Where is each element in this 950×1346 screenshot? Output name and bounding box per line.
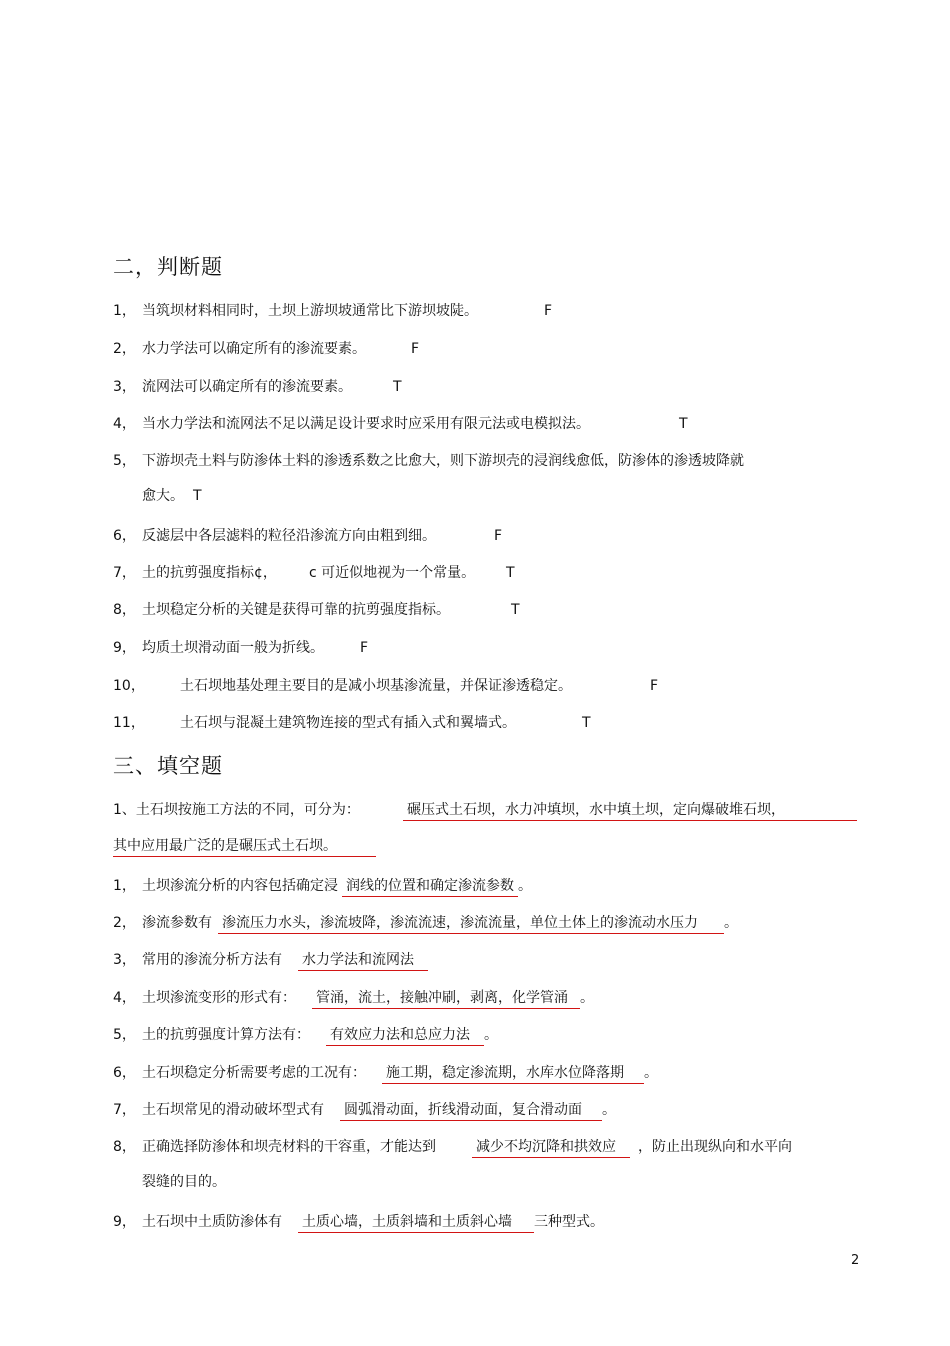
item-suffix: 三种型式。	[534, 1214, 604, 1230]
item-answer: T	[511, 602, 520, 618]
item-text: 水力学法可以确定所有的渗流要素。	[142, 341, 366, 357]
item-number: 3，	[113, 952, 136, 968]
item-text: 土的抗剪强度指标¢，	[142, 565, 277, 581]
item-suffix: ，防止出现纵向和水平向	[638, 1139, 792, 1155]
item-number: 2，	[113, 341, 136, 357]
item-number: 9，	[113, 640, 136, 656]
item-prefix: 土石坝中土质防渗体有	[142, 1214, 282, 1230]
item-prefix: 常用的渗流分析方法有	[142, 952, 282, 968]
answer-blank: 水力学法和流网法	[298, 950, 428, 971]
item-text-part2: c 可近似地视为一个常量。	[309, 565, 476, 581]
item-number: 5，	[113, 453, 136, 469]
item-number: 8，	[113, 602, 136, 618]
item-text: 反滤层中各层滤料的粒径沿渗流方向由粗到细。	[142, 528, 436, 544]
answer-blank: 管涌，流土，接触冲刷，剥离，化学管涌	[312, 988, 580, 1009]
item-number: 4，	[113, 416, 136, 432]
item-number: 1，	[113, 878, 136, 894]
item-prefix: 正确选择防渗体和坝壳材料的干容重，才能达到	[142, 1139, 436, 1155]
item-number: 1，	[113, 303, 136, 319]
item-line	[142, 987, 594, 1009]
item-text: 土石坝与混凝土建筑物连接的型式有插入式和翼墙式。	[180, 715, 516, 731]
item-text: 当筑坝材料相同时，土坝上游坝坡通常比下游坝坡陡。	[142, 303, 478, 319]
item-text: 均质土坝滑动面一般为折线。	[142, 640, 324, 656]
item-number: 2，	[113, 915, 136, 931]
item-answer: F	[494, 528, 503, 544]
item-answer: T	[582, 715, 591, 731]
answer-blank: 减少不均沉降和拱效应	[472, 1137, 630, 1158]
answer-blank: 有效应力法和总应力法	[326, 1025, 484, 1046]
item-line	[142, 1099, 616, 1121]
fill-heading: 三、填空题	[113, 754, 223, 778]
item-prefix: 土石坝稳定分析需要考虑的工况有：	[142, 1065, 366, 1081]
item-prefix: 渗流参数有	[142, 915, 212, 931]
item-number: 4，	[113, 990, 136, 1006]
item-text: 土坝稳定分析的关键是获得可靠的抗剪强度指标。	[142, 602, 450, 618]
item-text-continued: 愈大。	[142, 488, 184, 504]
item-text: 土石坝地基处理主要目的是减小坝基渗流量，并保证渗透稳定。	[180, 678, 572, 694]
item-answer: F	[360, 640, 369, 656]
judge-heading: 二，判断题	[113, 255, 223, 279]
answer-blank: 碾压式土石坝，水力冲填坝，水中填土坝，定向爆破堆石坝，	[403, 800, 857, 821]
item-number: 10，	[113, 678, 145, 694]
item-suffix: 。	[602, 1102, 616, 1118]
item-line	[142, 1136, 792, 1158]
item-number: 5，	[113, 1027, 136, 1043]
item-suffix: 。	[484, 1027, 498, 1043]
item-number: 8，	[113, 1139, 136, 1155]
item-prefix: 土坝渗流分析的内容包括确定浸	[142, 878, 338, 894]
item-suffix: 。	[724, 915, 738, 931]
item-prefix: 土的抗剪强度计算方法有：	[142, 1027, 310, 1043]
item-answer: F	[544, 303, 553, 319]
answer-blank: 土质心墙，土质斜墙和土质斜心墙	[298, 1212, 534, 1233]
fill-intro-text: 1、土石坝按施工方法的不同，可分为：	[113, 802, 360, 818]
item-prefix: 土坝渗流变形的形式有：	[142, 990, 296, 1006]
item-line	[142, 1024, 498, 1046]
item-number: 6，	[113, 528, 136, 544]
answer-blank: 施工期，稳定渗流期，水库水位降落期	[382, 1063, 644, 1084]
item-answer: F	[411, 341, 420, 357]
item-answer: T	[506, 565, 515, 581]
fill-intro-answer-line1	[403, 799, 857, 821]
item-text: 当水力学法和流网法不足以满足设计要求时应采用有限元法或电模拟法。	[142, 416, 590, 432]
answer-blank: 其中应用最广泛的是碾压式土石坝。	[113, 836, 376, 857]
item-number: 6，	[113, 1065, 136, 1081]
item-text: 下游坝壳土料与防渗体土料的渗透系数之比愈大，则下游坝壳的浸润线愈低，防渗体的渗透坡降就	[142, 453, 744, 469]
item-number: 9，	[113, 1214, 136, 1230]
item-line	[142, 949, 428, 971]
item-line	[142, 912, 738, 934]
item-answer: F	[650, 678, 659, 694]
fill-intro-answer-line2	[113, 835, 376, 857]
item-number: 3，	[113, 379, 136, 395]
item-answer: T	[679, 416, 688, 432]
item-line	[142, 1062, 658, 1084]
answer-blank: 圆弧滑动面，折线滑动面，复合滑动面	[340, 1100, 602, 1121]
item-text-continued: 裂缝的目的。	[142, 1174, 226, 1190]
item-line	[142, 1211, 604, 1233]
item-prefix: 土石坝常见的滑动破坏型式有	[142, 1102, 324, 1118]
item-number: 7，	[113, 1102, 136, 1118]
item-line	[142, 875, 532, 897]
page-number: 2	[851, 1253, 860, 1268]
item-suffix: 。	[644, 1065, 658, 1081]
item-number: 7，	[113, 565, 136, 581]
item-number: 11，	[113, 715, 145, 731]
item-suffix: 。	[580, 990, 594, 1006]
item-text: 流网法可以确定所有的渗流要素。	[142, 379, 352, 395]
answer-blank: 润线的位置和确定渗流参数	[342, 876, 518, 897]
item-answer: T	[193, 488, 202, 504]
item-suffix: 。	[518, 878, 532, 894]
answer-blank: 渗流压力水头，渗流坡降，渗流流速，渗流流量，单位土体上的渗流动水压力	[218, 913, 724, 934]
item-answer: T	[393, 379, 402, 395]
